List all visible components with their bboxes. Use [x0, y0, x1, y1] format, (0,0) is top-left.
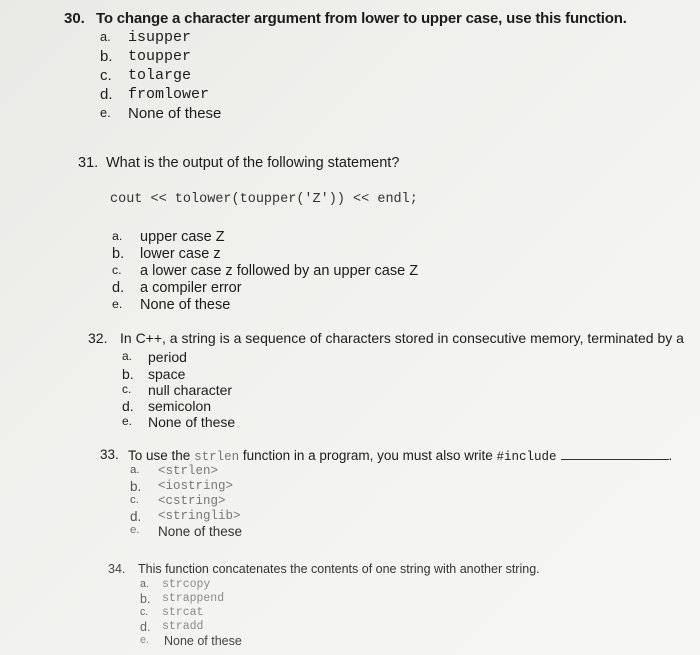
option-letter: a. [140, 578, 149, 590]
question-number: 30. [64, 10, 85, 27]
question-text: In C++, a string is a sequence of characters stored in consecutive memory, terminated by a [120, 330, 684, 346]
option-text: None of these [148, 414, 236, 430]
option-text: tolarge [128, 67, 192, 84]
option-text: None of these [164, 634, 242, 648]
option-text: <stringlib> [158, 509, 241, 523]
option-text: strappend [162, 592, 225, 605]
option-text: semicolon [148, 398, 212, 414]
option-letter: c. [130, 494, 139, 506]
option-letter: d. [122, 398, 134, 414]
option-text: None of these [158, 524, 243, 539]
option-letter: e. [140, 634, 149, 646]
option-letter: d. [100, 86, 113, 103]
option-text: stradd [162, 620, 204, 633]
option-letter: c. [100, 67, 112, 84]
question-text [128, 447, 672, 464]
question-number: 32. [88, 330, 108, 346]
option-letter: a. [122, 349, 132, 363]
option-text: space [148, 366, 186, 382]
option-letter: e. [122, 414, 132, 428]
option-text: isupper [128, 29, 192, 46]
option-text: <iostring> [158, 479, 234, 493]
option-letter: d. [130, 509, 142, 524]
question-text-middle: function in a program, you must also write [242, 448, 493, 463]
option-letter: c. [112, 263, 122, 277]
option-text: strcat [162, 606, 204, 619]
option-text: lower case z [140, 246, 221, 262]
option-letter: e. [130, 524, 140, 536]
option-letter: b. [140, 592, 151, 606]
option-text: None of these [128, 105, 222, 122]
option-letter: b. [122, 366, 134, 382]
question-number: 34. [108, 562, 126, 576]
option-letter: d. [140, 620, 151, 634]
option-letter: c. [140, 606, 149, 618]
question-number: 31. [78, 155, 99, 171]
option-letter: a. [100, 29, 111, 44]
question-number: 33. [100, 447, 119, 462]
include-directive: #include [496, 450, 557, 464]
option-text: a compiler error [140, 280, 242, 296]
option-text: <strlen> [158, 464, 219, 478]
option-letter: b. [130, 479, 142, 494]
question-text: This function concatenates the contents of one string with another string. [138, 562, 540, 576]
option-text: toupper [128, 48, 192, 65]
option-letter: a. [130, 464, 140, 476]
option-text: <cstring> [158, 494, 226, 508]
option-text: upper case Z [140, 229, 225, 245]
question-text-start: To use the [128, 448, 191, 463]
function-name: strlen [194, 450, 240, 464]
question-text: To change a character argument from lower to upper case, use this function. [96, 10, 627, 27]
option-letter: e. [100, 105, 111, 120]
option-text: None of these [140, 297, 231, 313]
option-letter: b. [100, 48, 113, 65]
option-text: null character [148, 382, 233, 398]
answer-blank [561, 447, 669, 460]
option-text: a lower case z followed by an upper case Z [140, 263, 419, 279]
option-letter: a. [112, 229, 123, 243]
option-text: period [148, 349, 187, 365]
option-letter: e. [112, 297, 123, 311]
option-letter: c. [122, 382, 132, 396]
option-letter: b. [112, 246, 125, 262]
option-text: strcopy [162, 578, 211, 591]
code-statement: cout << tolower(toupper('Z')) << endl; [110, 192, 418, 207]
question-text: What is the output of the following statement? [106, 155, 400, 171]
option-text: fromlower [128, 86, 210, 103]
question-text-end: . [668, 448, 673, 463]
option-letter: d. [112, 280, 125, 296]
